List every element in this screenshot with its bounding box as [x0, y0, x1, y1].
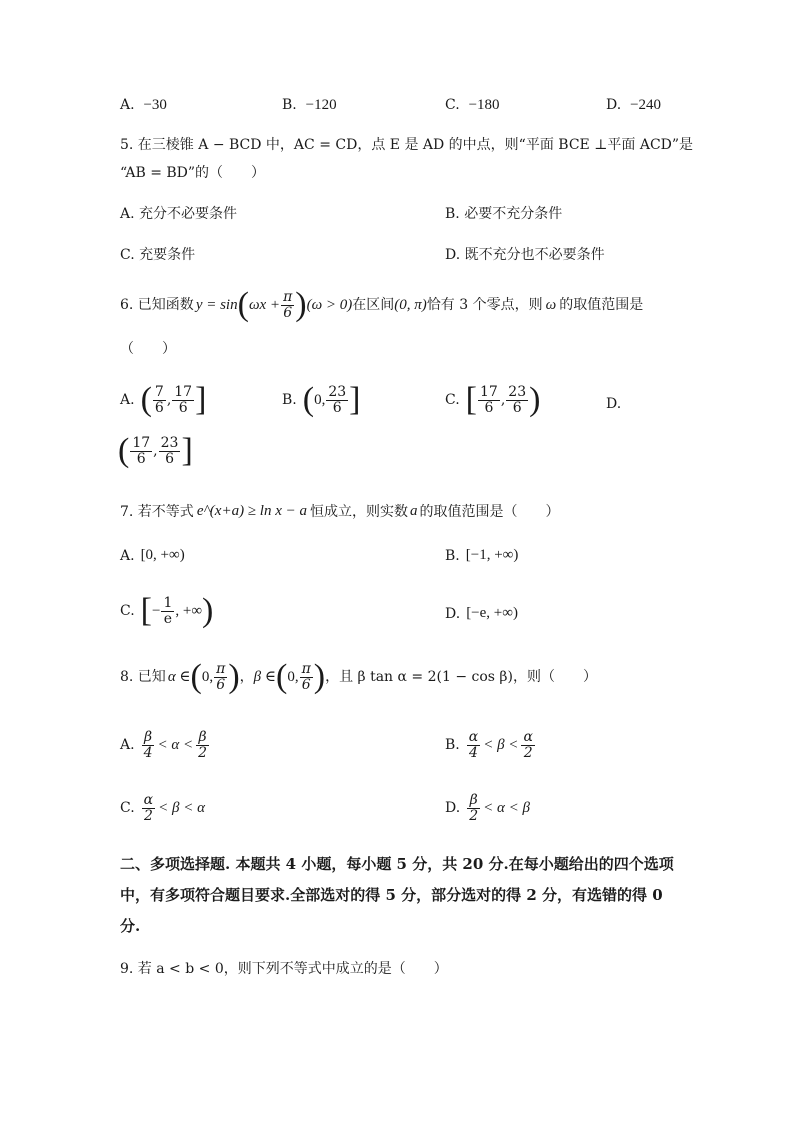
section-2-heading: 二、多项选择题. 本题共 4 小题，每小题 5 分，共 20 分.在每小题给出的四个选项中，有多项符合题目要求.全部选对的得 5 分，部分选对的得 2 分，有选错的得 0 分. [120, 855, 674, 935]
q5-stem-line1: 5. 在三棱锥 A − BCD 中，AC = CD，点 E 是 AD 的中点，则“平面 BCE ⊥平面 ACD”是 [120, 137, 694, 153]
q5-option-d: D. 既不充分也不必要条件 [445, 247, 605, 263]
q8-option-c: C. $\frac{\alpha}{2}$ < β < α [120, 792, 205, 824]
q8-stem: 8. 已知 α ∈ ( 0, $\frac{\pi}{6}$ ) ， β ∈ ( 0, $\frac{\pi}{6}$ ) ，且 β tan α = 2(1 − cos β)，则（ ） [120, 658, 597, 695]
q8-option-a: A. $\frac{\beta}{4}$ < α < $\frac{\beta}{2}$ [120, 729, 208, 761]
q5-option-c: C. 充要条件 [120, 247, 196, 263]
q8-option-d: D. $\frac{\beta}{2}$ < α < β [445, 792, 530, 824]
q4-option-a: A. −30 [120, 97, 167, 113]
q6-answer-paren: （ ） [120, 341, 176, 357]
q9-stem: 9. 若 a < b < 0，则下列不等式中成立的是（ ） [120, 961, 448, 977]
q4-option-d: D. −240 [606, 97, 662, 113]
q6-option-c: C. [ $\frac{17}{6}$ , $\frac{23}{6}$ ) [445, 381, 541, 418]
q5-option-a: A. 充分不必要条件 [120, 206, 238, 222]
q7-option-c: C. [ − $\frac{1}{e}$ , +∞ ) [120, 592, 214, 629]
q5-option-b: B. 必要不充分条件 [445, 206, 563, 222]
q7-option-b: B. [−1, +∞) [445, 547, 519, 564]
q7-option-a: A. [0, +∞) [120, 547, 185, 564]
q6-option-b: B. ( 0, $\frac{23}{6}$ ] [282, 381, 361, 418]
q6-option-a: A. ( $\frac{7}{6}$ , $\frac{17}{6}$ ] [120, 381, 207, 418]
q4-option-c: C. −180 [445, 97, 500, 113]
q6-stem: 6. 已知函数 y = sin ( ωx + $\frac{\pi}{6}$ ) (ω > 0) 在区间 (0, π) 恰有 3 个零点，则 ω 的取值范围是 [120, 286, 644, 323]
q7-stem: 7. 若不等式 e^(x+a) ≥ ln x − a 恒成立，则实数 a 的取值范围是（ ） [120, 503, 560, 520]
q5-stem-line2: “AB = BD”的（ ） [120, 165, 266, 181]
q8-option-b: B. $\frac{\alpha}{4}$ < β < $\frac{\alpha}{2}$ [445, 729, 533, 761]
q6-option-d: ( $\frac{17}{6}$ , $\frac{23}{6}$ ] [118, 432, 193, 469]
q7-option-d: D. [−e, +∞) [445, 605, 518, 622]
q4-option-b: B. −120 [282, 97, 337, 113]
q6-option-d-label: D. [606, 396, 622, 412]
